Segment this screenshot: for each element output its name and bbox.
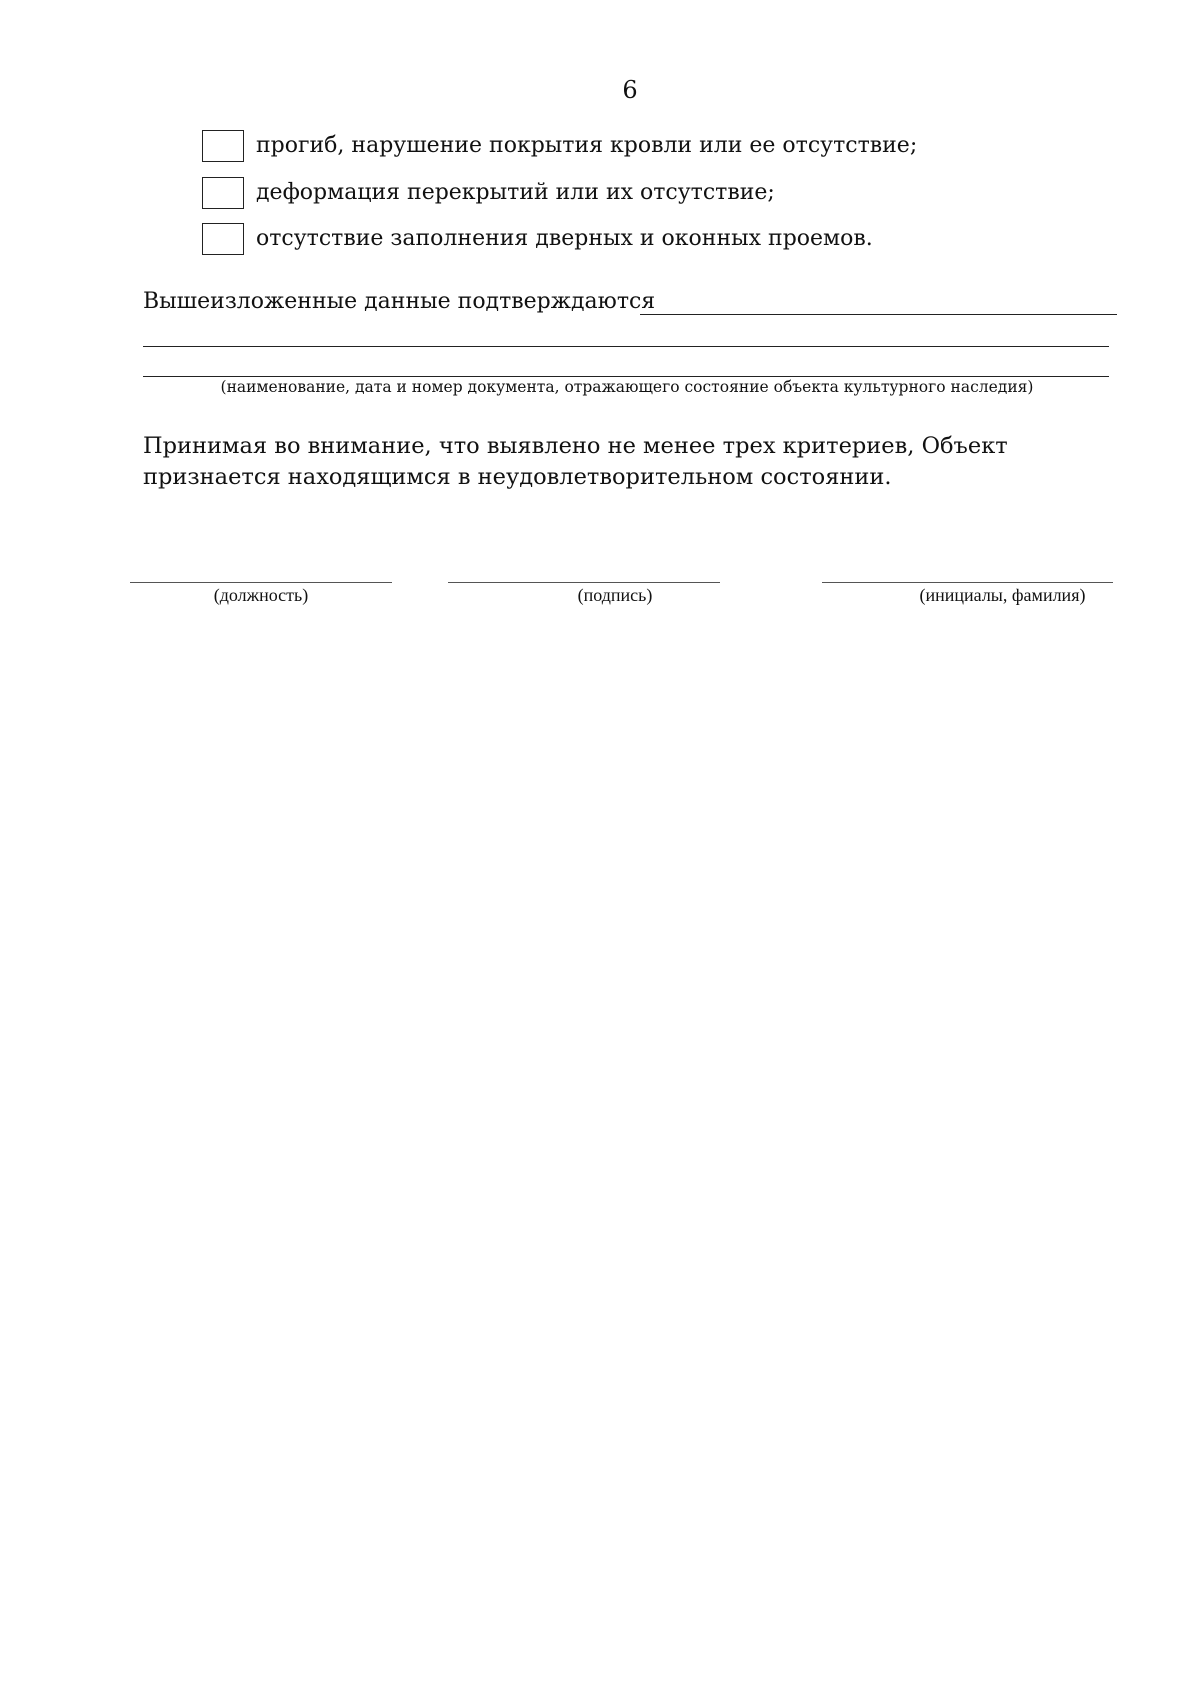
criterion-item xyxy=(202,129,917,163)
criterion-label: прогиб, нарушение покрытия кровли или ее отсутствие; xyxy=(256,133,918,158)
conclusion-paragraph: Принимая во внимание, что выявлено не менее трех критериев, Объект признается находящимся в неудовлетворительном состоянии. xyxy=(143,433,1008,490)
criterion-checkbox[interactable] xyxy=(202,177,244,209)
page-number: 6 xyxy=(622,76,638,104)
confirmation-label: Вышеизложенные данные подтверждаются xyxy=(143,289,656,314)
name-signature-line[interactable] xyxy=(822,582,1113,583)
criterion-item xyxy=(202,176,775,210)
criterion-checkbox[interactable] xyxy=(202,223,244,255)
document-caption: (наименование, дата и номер документа, отражающего состояние объекта культурного наследия) xyxy=(220,378,1034,396)
position-signature-line[interactable] xyxy=(130,582,392,583)
confirmation-input-line[interactable] xyxy=(640,314,1117,315)
criterion-label: отсутствие заполнения дверных и оконных проемов. xyxy=(256,226,873,251)
criterion-checkbox[interactable] xyxy=(202,130,244,162)
position-caption: (должность) xyxy=(213,585,309,605)
document-input-line[interactable] xyxy=(143,346,1109,347)
criterion-label: деформация перекрытий или их отсутствие; xyxy=(256,180,775,205)
signature-caption: (подпись) xyxy=(577,585,653,605)
signature-line[interactable] xyxy=(448,582,720,583)
name-caption: (инициалы, фамилия) xyxy=(919,585,1086,605)
criterion-item xyxy=(202,222,873,256)
